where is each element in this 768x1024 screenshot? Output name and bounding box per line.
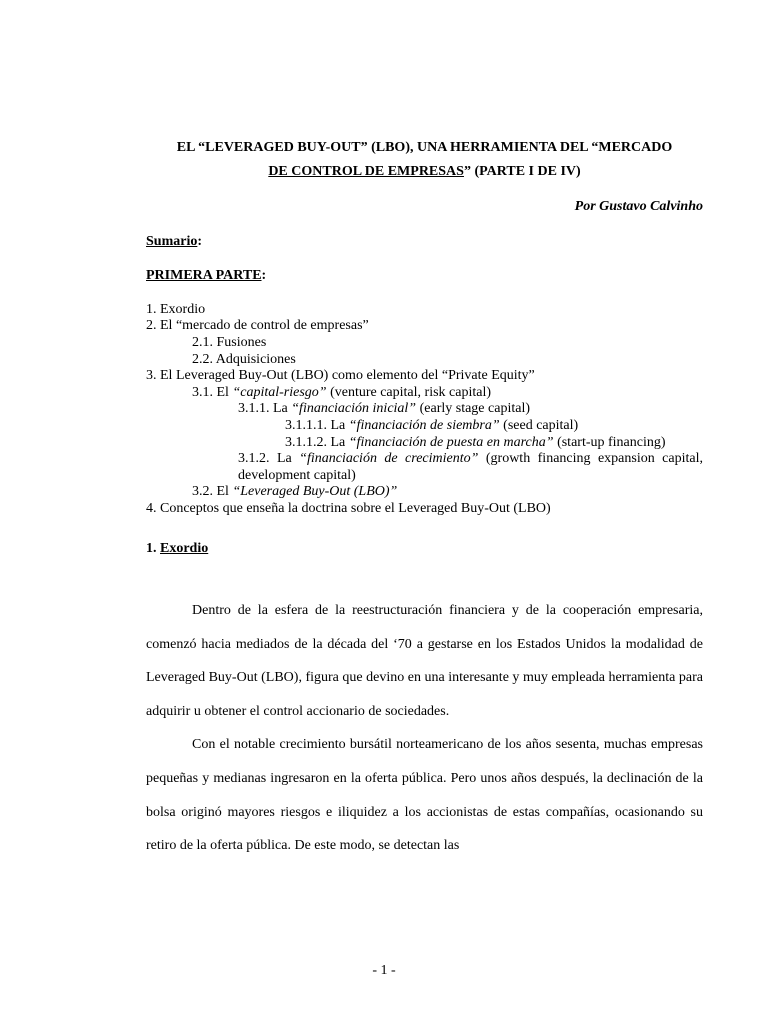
- sumario-heading: [146, 234, 703, 251]
- title-line-2-rest: ” (PARTE I DE IV): [463, 164, 581, 179]
- toc-item-3-1-2-number: 3.1.2. La: [238, 451, 300, 467]
- sumario-label: Sumario: [146, 233, 198, 249]
- table-of-contents: [146, 302, 703, 518]
- toc-item-2: 2. El “mercado de control de empresas”: [146, 318, 369, 334]
- toc-item-3-1-1: [146, 401, 703, 418]
- toc-item-3-1-2-term: “financiación de crecimiento”: [299, 451, 479, 467]
- toc-item-3-1-number: 3.1. El: [192, 384, 233, 400]
- section-1-heading: [146, 541, 703, 558]
- toc-item-3-1-1-1-gloss: (seed capital): [499, 417, 579, 433]
- toc-item-3-1-1-2-number: 3.1.1.2. La: [285, 434, 349, 450]
- author-byline: Por Gustavo Calvinho: [574, 199, 703, 214]
- toc-item-3-2: [146, 484, 703, 501]
- body-paragraph: Con el notable crecimiento bursátil norteamericano de los años sesenta, muchas empresas pequeñas y medianas ingresaron en la oferta pública. Pero unos años después, la declinación de la bolsa originó mayores riesgos e iliquidez a los accionistas de estas compañías, ocasionando su retiro de la oferta pública. De este modo, se detectan las: [146, 737, 703, 854]
- toc-item-2-2: 2.2. Adquisiciones: [192, 351, 296, 367]
- section-1-title: Exordio: [160, 540, 209, 556]
- toc-item-3-1: [146, 385, 703, 402]
- toc-item-3-1-1-2: [146, 435, 703, 452]
- primera-parte-colon: :: [261, 268, 267, 284]
- page-number: - 1 -: [372, 963, 396, 978]
- toc-item-1: 1. Exordio: [146, 301, 206, 317]
- document-title: [146, 136, 703, 184]
- body-paragraph: Dentro de la esfera de la reestructuración financiera y de la cooperación empresaria, comenzó hacia mediados de la década del ‘70 a gestarse en los Estados Unidos la modalidad de Leveraged Buy-Out (LBO), figura que devino en una interesante y muy empleada herramienta para adquirir u obtener el control accionario de sociedades.: [146, 603, 703, 719]
- toc-item-3-1-1-2-term: “financiación de puesta en marcha”: [348, 434, 554, 450]
- toc-item-3-1-1-gloss: (early stage capital): [416, 401, 530, 417]
- toc-item-3-1-2-gloss: (growth financing expansion capital, development capital): [238, 451, 703, 483]
- toc-item-4: 4. Conceptos que enseña la doctrina sobre el Leveraged Buy-Out (LBO): [146, 500, 551, 516]
- toc-item-3-1-1-1: [146, 418, 703, 435]
- toc-item-3-1-1-1-number: 3.1.1.1. La: [285, 417, 349, 433]
- primera-parte-label: PRIMERA PARTE: [146, 268, 262, 284]
- toc-item-3-2-term: “Leveraged Buy-Out (LBO)”: [232, 484, 398, 500]
- toc-item-3-1-1-2-gloss: (start-up financing): [553, 434, 666, 450]
- toc-item-3-1-1-term: “financiación inicial”: [291, 401, 417, 417]
- title-underlined-part: DE CONTROL DE EMPRESAS: [268, 164, 464, 179]
- toc-item-3-1-1-1-term: “financiación de siembra”: [348, 417, 500, 433]
- sumario-colon: :: [197, 233, 203, 249]
- section-1-number: 1.: [146, 540, 160, 556]
- section-1-body: [146, 594, 703, 863]
- toc-item-3-2-number: 3.2. El: [192, 484, 233, 500]
- title-line-1: EL “LEVERAGED BUY-OUT” (LBO), UNA HERRAMIENTA DEL “MERCADO: [176, 140, 673, 155]
- toc-item-2-1: 2.1. Fusiones: [192, 334, 267, 350]
- toc-item-3-1-gloss: (venture capital, risk capital): [326, 384, 492, 400]
- toc-item-3-1-1-number: 3.1.1. La: [238, 401, 292, 417]
- toc-item-3-1-term: “capital-riesgo”: [232, 384, 327, 400]
- toc-item-3: 3. El Leveraged Buy-Out (LBO) como elemento del “Private Equity”: [146, 368, 535, 384]
- toc-item-3-1-2: [146, 451, 703, 484]
- primera-parte-heading: [146, 268, 703, 285]
- page-content: [146, 136, 703, 863]
